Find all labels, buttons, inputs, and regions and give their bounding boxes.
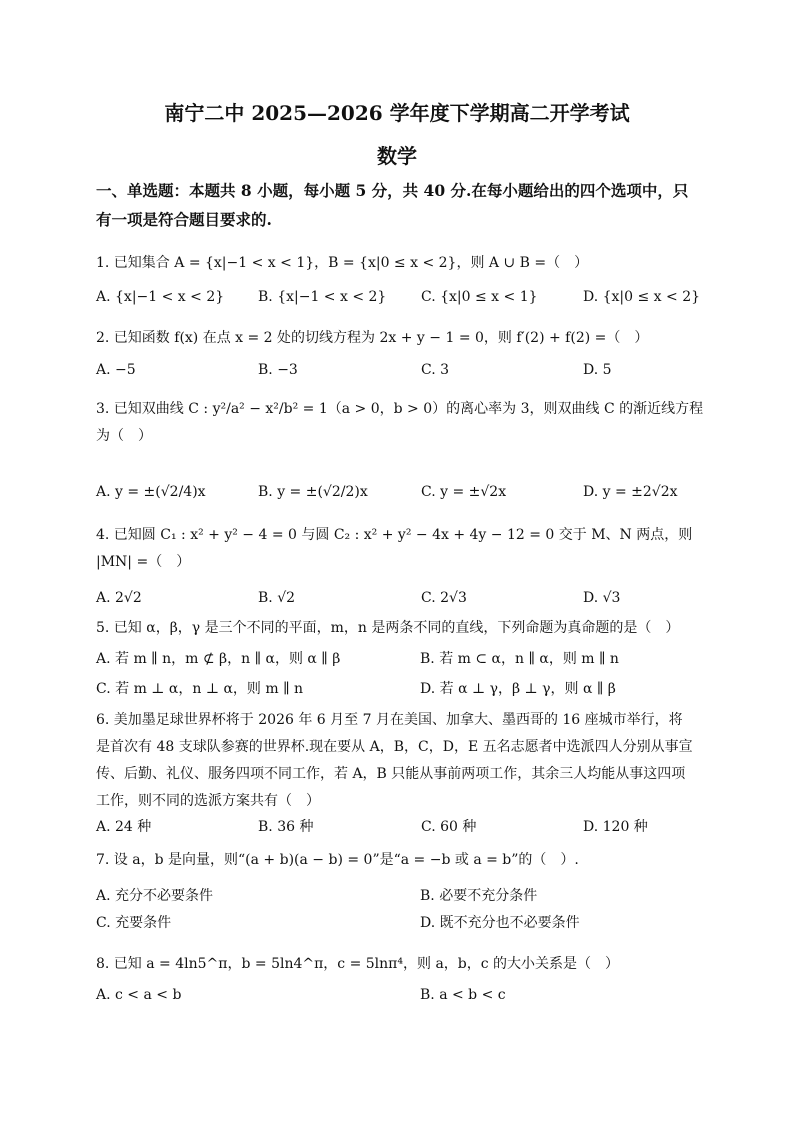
question-7-stem: 7. 设 a，b 是向量，则“(a + b)(a − b) = 0”是“a = −b 或 a = b”的（ ）.: [96, 852, 579, 868]
question-2-stem: 2. 已知函数 f(x) 在点 x = 2 处的切线方程为 2x + y − 1 = 0，则 f′(2) + f(2) =（ ）: [96, 330, 649, 346]
question-5-option-c: C. 若 m ⊥ α，n ⊥ α，则 m ∥ n: [96, 681, 304, 697]
question-1-options: [96, 285, 706, 309]
question-8-stem: 8. 已知 a = 4ln5^π，b = 5ln4^π，c = 5lnπ⁴，则 a，b，c 的大小关系是（ ）: [96, 956, 620, 972]
question-4-options: [96, 586, 706, 610]
question-2-option-d: D. 5: [583, 362, 612, 378]
question-3-stem: 3. 已知双曲线 C : y²/a² − x²/b² = 1（a > 0，b > 0）的离心率为 3，则双曲线 C 的渐近线方程为（ ）: [96, 401, 704, 444]
section-heading: 一、单选题：本题共 8 小题，每小题 5 分，共 40 分.在每小题给出的四个选项中，只有一项是符合题目要求的.: [96, 181, 689, 229]
question-2-option-a: A. −5: [96, 362, 136, 378]
question-6-stem: 6. 美加墨足球世界杯将于 2026 年 6 月至 7 月在美国、加拿大、墨西哥的 16 座城市举行，将是首次有 48 支球队参赛的世界杯.现在要从 A，B，C，D，E 五名志愿者中选派四人分别从事宣传、后勤、礼仪、服务四项不同工作，若 A，B 只能从事前两项工作，其余三人均能从事这四项工作，则不同的选派方案共有（ ）: [96, 712, 693, 809]
question-5-option-d: D. 若 α ⊥ γ，β ⊥ γ，则 α ∥ β: [420, 681, 616, 697]
question-1-stem: 1. 已知集合 A = {x|−1 < x < 1}，B = {x|0 ≤ x < 2}，则 A ∪ B =（ ）: [96, 255, 589, 271]
question-2-option-b: B. −3: [258, 362, 298, 378]
question-3-option-c: C. y = ±√2x: [421, 484, 507, 500]
question-5-option-a: A. 若 m ∥ n，m ⊄ β，n ∥ α，则 α ∥ β: [96, 651, 341, 667]
question-4-option-a: A. 2√2: [96, 590, 142, 606]
question-7-options-row-1: [96, 884, 706, 908]
question-6-options: [96, 815, 706, 839]
question-5-stem: 5. 已知 α，β，γ 是三个不同的平面，m，n 是两条不同的直线，下列命题为真命题的是（ ）: [96, 620, 680, 636]
question-6-option-c: C. 60 种: [421, 819, 477, 835]
question-1-option-b: B. {x|−1 < x < 2}: [258, 289, 387, 305]
question-4-option-b: B. √2: [258, 590, 296, 606]
question-7-options-row-2: [96, 911, 706, 935]
exam-title: 南宁二中 2025—2026 学年度下学期高二开学考试: [164, 101, 630, 125]
question-1-option-c: C. {x|0 ≤ x < 1}: [421, 289, 538, 305]
question-3-options: [96, 480, 706, 504]
question-1-option-a: A. {x|−1 < x < 2}: [96, 289, 225, 305]
question-7-option-b: B. 必要不充分条件: [420, 888, 538, 904]
question-4-option-c: C. 2√3: [421, 590, 467, 606]
question-8-options: [96, 983, 706, 1007]
subject-title: 数学: [377, 144, 417, 168]
question-8-option-a: A. c < a < b: [96, 987, 182, 1003]
question-5-option-b: B. 若 m ⊂ α，n ∥ α，则 m ∥ n: [420, 651, 619, 667]
question-1-option-d: D. {x|0 ≤ x < 2}: [583, 289, 701, 305]
question-6-option-a: A. 24 种: [96, 819, 152, 835]
question-8-option-b: B. a < b < c: [420, 987, 506, 1003]
question-3-option-b: B. y = ±(√2/2)x: [258, 484, 368, 500]
question-7-option-d: D. 既不充分也不必要条件: [420, 915, 580, 931]
question-3-option-a: A. y = ±(√2/4)x: [96, 484, 206, 500]
question-5-options-row-2: [96, 677, 706, 701]
question-7-option-a: A. 充分不必要条件: [96, 888, 214, 904]
question-7-option-c: C. 充要条件: [96, 915, 172, 931]
question-6-option-b: B. 36 种: [258, 819, 314, 835]
question-2-option-c: C. 3: [421, 362, 450, 378]
question-6-option-d: D. 120 种: [583, 819, 648, 835]
question-4-stem: 4. 已知圆 C₁ : x² + y² − 4 = 0 与圆 C₂ : x² + y² − 4x + 4y − 12 = 0 交于 M、N 两点，则 |MN| =（ ）: [96, 527, 693, 570]
question-5-options-row-1: [96, 647, 706, 671]
question-4-option-d: D. √3: [583, 590, 621, 606]
question-3-option-d: D. y = ±2√2x: [583, 484, 678, 500]
question-2-options: [96, 358, 706, 382]
